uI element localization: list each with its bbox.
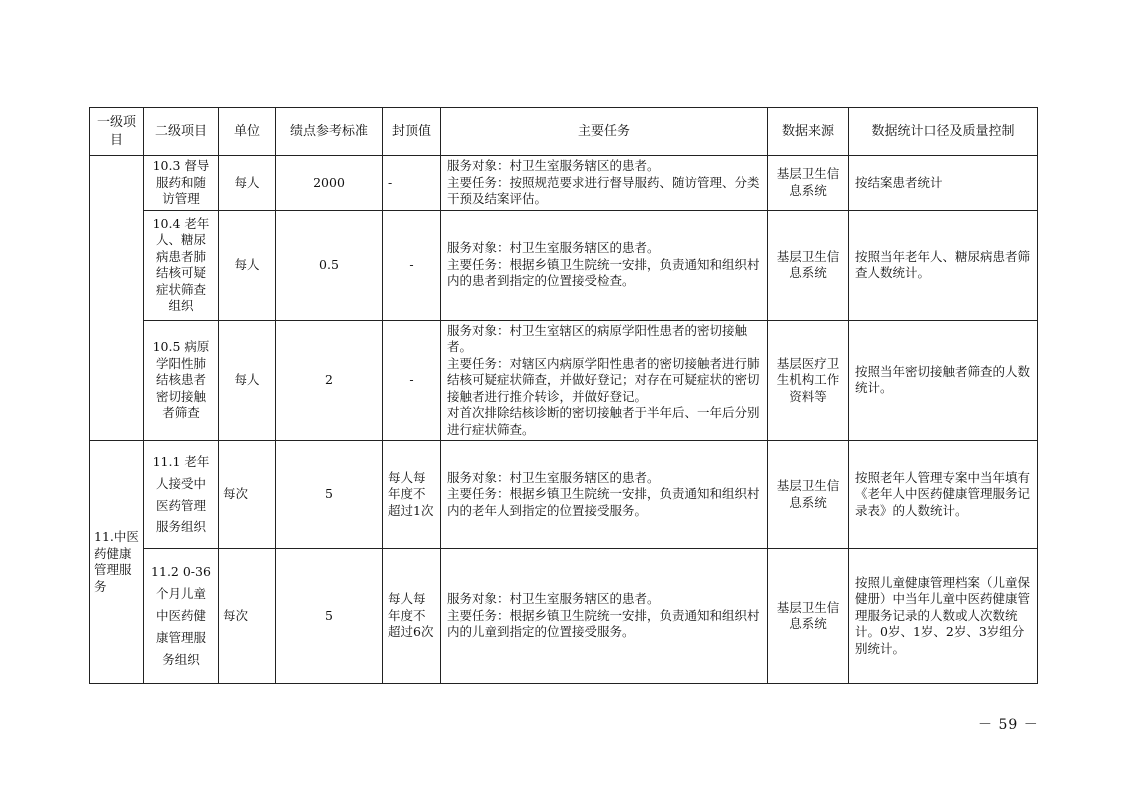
item-name: 10.3 督导服药和随访管理	[144, 156, 219, 211]
header-level1: 一级项目	[90, 108, 144, 156]
points-cell: 5	[276, 441, 383, 549]
header-stats: 数据统计口径及质量控制	[849, 108, 1038, 156]
task-line: 对首次排除结核诊断的密切接触者于半年后、一年后分别进行症状筛查。	[447, 405, 760, 437]
source-cell: 基层卫生信息系统	[768, 156, 849, 211]
table-row	[90, 210, 1038, 320]
task-line: 主要任务：根据乡镇卫生院统一安排，负责通知和组织村内的儿童到指定的位置接受服务。	[447, 607, 760, 640]
task-line: 主要任务：根据乡镇卫生院统一安排，负责通知和组织村内的老年人到指定的位置接受服务。	[447, 486, 760, 518]
unit-cell: 每人	[219, 320, 276, 441]
item-name: 10.5 病原学阳性肺结核患者密切接触者筛查	[144, 320, 219, 441]
stats-cell: 按照老年人管理专案中当年填有《老年人中医药健康管理服务记录表》的人数统计。	[849, 441, 1038, 549]
task-line: 服务对象：村卫生室服务辖区的患者。	[447, 240, 660, 256]
tasks-cell	[441, 320, 768, 441]
header-source: 数据来源	[768, 108, 849, 156]
header-cap: 封顶值	[383, 108, 441, 156]
header-row	[90, 108, 1038, 156]
points-cell: 2	[276, 320, 383, 441]
source-cell: 基层卫生信息系统	[768, 210, 849, 320]
stats-cell: 按照当年密切接触者筛查的人数统计。	[849, 320, 1038, 441]
points-cell: 0.5	[276, 210, 383, 320]
task-line: 服务对象：村卫生室服务辖区的患者。	[447, 469, 660, 485]
unit-cell: 每次	[219, 441, 276, 549]
cap-cell: -	[383, 156, 441, 211]
table-row	[90, 320, 1038, 441]
tasks-cell	[441, 549, 768, 684]
table-row	[90, 549, 1038, 684]
task-line: 主要任务：按照规范要求进行督导服药、随访管理、分类干预及结案评估。	[447, 174, 760, 206]
source-cell: 基层卫生信息系统	[768, 441, 849, 549]
header-level2: 二级项目	[144, 108, 219, 156]
table-row	[90, 156, 1038, 211]
stats-cell: 按结案患者统计	[849, 156, 1038, 211]
tasks-cell	[441, 210, 768, 320]
table-row	[90, 441, 1038, 549]
task-line: 主要任务：根据乡镇卫生院统一安排，负责通知和组织村内的患者到指定的位置接受检查。	[447, 256, 760, 289]
service-table	[89, 107, 1038, 684]
points-cell: 5	[276, 549, 383, 684]
task-line: 主要任务：对辖区内病原学阳性患者的密切接触者进行肺结核可疑症状筛查，并做好登记；对存在可疑症状的密切接触者进行推介转诊，并做好登记。	[447, 355, 760, 404]
header-points: 绩点参考标准	[276, 108, 383, 156]
task-line: 服务对象：村卫生室辖区的病原学阳性患者的密切接触者。	[447, 322, 748, 354]
cap-cell: -	[383, 320, 441, 441]
tasks-cell	[441, 156, 768, 211]
task-line: 服务对象：村卫生室服务辖区的患者。	[447, 591, 660, 607]
cap-cell: 每人每年度不超过1次	[383, 441, 441, 549]
item-name: 10.4 老年人、糖尿病患者肺结核可疑症状筛查组织	[144, 210, 219, 320]
group-cell-11: 11.中医药健康管理服务	[90, 441, 144, 684]
cap-cell: 每人每年度不超过6次	[383, 549, 441, 684]
unit-cell: 每次	[219, 549, 276, 684]
source-cell: 基层卫生信息系统	[768, 549, 849, 684]
points-cell: 2000	[276, 156, 383, 211]
page-number: － 59 －	[978, 717, 1039, 733]
header-tasks: 主要任务	[441, 108, 768, 156]
tasks-cell	[441, 441, 768, 549]
unit-cell: 每人	[219, 210, 276, 320]
unit-cell: 每人	[219, 156, 276, 211]
source-cell: 基层医疗卫生机构工作资料等	[768, 320, 849, 441]
cap-cell: -	[383, 210, 441, 320]
item-name: 11.2 0-36个月儿童中医药健康管理服务组织	[144, 549, 219, 684]
stats-cell: 按照当年老年人、糖尿病患者筛查人数统计。	[849, 210, 1038, 320]
stats-cell: 按照儿童健康管理档案（儿童保健册）中当年儿童中医药健康管理服务记录的人数或人次数统计。0岁、1岁、2岁、3岁组分别统计。	[849, 549, 1038, 684]
header-unit: 单位	[219, 108, 276, 156]
item-name: 11.1 老年人接受中医药管理服务组织	[144, 441, 219, 549]
group-cell-empty	[90, 156, 144, 441]
task-line: 服务对象：村卫生室服务辖区的患者。	[447, 158, 660, 173]
